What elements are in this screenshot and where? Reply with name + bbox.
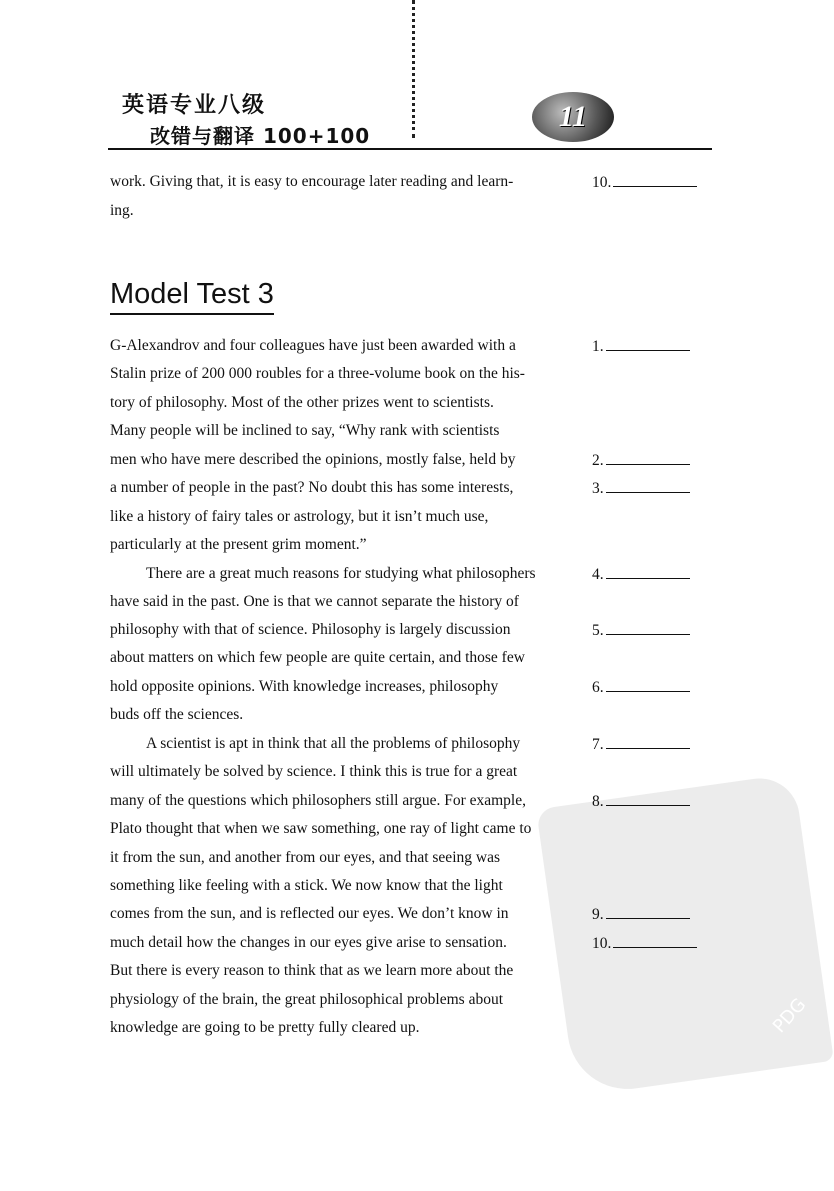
answer-number: 5. <box>592 622 604 639</box>
passage-line: it from the sun, and another from our eyes, and that seeing was <box>110 849 500 866</box>
carryover-line: ing. <box>110 202 134 219</box>
passage-line: particularly at the present grim moment.” <box>110 536 367 553</box>
page-number: 11 <box>558 100 588 133</box>
carryover-answer-slot[interactable] <box>592 172 697 193</box>
passage-line: something like feeling with a stick. We now know that the light <box>110 877 503 894</box>
passage-line: Plato thought that when we saw something, one ray of light came to <box>110 820 532 837</box>
passage-line: tory of philosophy. Most of the other prizes went to scientists. <box>110 394 494 411</box>
answer-blank[interactable] <box>606 450 690 465</box>
answer-number: 4. <box>592 566 604 583</box>
passage-line: much detail how the changes in our eyes give arise to sensation. <box>110 934 507 951</box>
answer-blank[interactable] <box>606 791 690 806</box>
passage-line: will ultimately be solved by science. I think this is true for a great <box>110 763 518 780</box>
passage-line: knowledge are going to be pretty fully cleared up. <box>110 1019 420 1036</box>
answer-number: 8. <box>592 793 604 810</box>
passage-line: a number of people in the past? No doubt this has some interests, <box>110 479 514 496</box>
answer-blank[interactable] <box>606 620 690 635</box>
answer-number: 1. <box>592 338 604 355</box>
answer-number: 10. <box>592 935 612 952</box>
answer-slot-7[interactable] <box>592 734 690 755</box>
dotted-divider <box>412 0 415 138</box>
answer-number: 6. <box>592 679 604 696</box>
section-title: Model Test 3 <box>110 278 274 315</box>
passage-line: comes from the sun, and is reflected our eyes. We don’t know in <box>110 905 509 922</box>
passage-line: many of the questions which philosophers still argue. For example, <box>110 792 526 809</box>
passage-line: There are a great much reasons for studying what philosophers <box>146 565 536 582</box>
passage-line: like a history of fairy tales or astrology, but it isn’t much use, <box>110 508 489 525</box>
passage-line: buds off the sciences. <box>110 706 244 723</box>
answer-slot-5[interactable] <box>592 620 690 641</box>
passage-line: have said in the past. One is that we cannot separate the history of <box>110 593 519 610</box>
answer-slot-4[interactable] <box>592 564 690 585</box>
passage-line: But there is every reason to think that as we learn more about the <box>110 962 514 979</box>
carryover-line: work. Giving that, it is easy to encourage later reading and learn- <box>110 173 514 190</box>
answer-blank[interactable] <box>606 336 690 351</box>
book-title: 英语专业八级 <box>122 93 267 118</box>
book-subtitle: 改错与翻译 100+100 <box>150 124 371 148</box>
answer-blank[interactable] <box>613 933 697 948</box>
answer-slot-1[interactable] <box>592 336 690 357</box>
answer-slot-10[interactable] <box>592 933 697 954</box>
watermark-text: PDG <box>769 994 811 1038</box>
answer-blank[interactable] <box>606 677 690 692</box>
passage-line: hold opposite opinions. With knowledge increases, philosophy <box>110 678 499 695</box>
passage-line: physiology of the brain, the great philosophical problems about <box>110 991 504 1008</box>
answer-slot-3[interactable] <box>592 478 690 499</box>
answer-slot-6[interactable] <box>592 677 690 698</box>
answer-number: 2. <box>592 452 604 469</box>
passage-line: about matters on which few people are quite certain, and those few <box>110 649 525 666</box>
passage-line: A scientist is apt in think that all the problems of philosophy <box>146 735 521 752</box>
answer-number: 9. <box>592 906 604 923</box>
answer-blank[interactable] <box>606 904 690 919</box>
passage-line: G-Alexandrov and four colleagues have just been awarded with a <box>110 337 516 354</box>
page-number-badge <box>532 92 614 142</box>
answer-blank[interactable] <box>606 734 690 749</box>
answer-number: 3. <box>592 480 604 497</box>
answer-blank[interactable] <box>606 564 690 579</box>
passage-line: men who have mere described the opinions, mostly false, held by <box>110 451 516 468</box>
answer-blank[interactable] <box>606 478 690 493</box>
passage-line: Stalin prize of 200 000 roubles for a three-volume book on the his- <box>110 365 525 382</box>
header-rule <box>108 148 712 150</box>
answer-number: 7. <box>592 736 604 753</box>
answer-slot-9[interactable] <box>592 904 690 925</box>
passage-line: philosophy with that of science. Philosophy is largely discussion <box>110 621 511 638</box>
answer-number: 10. <box>592 174 612 191</box>
answer-blank[interactable] <box>613 172 697 187</box>
passage-line: Many people will be inclined to say, “Why rank with scientists <box>110 422 500 439</box>
answer-slot-2[interactable] <box>592 450 690 471</box>
page-header <box>0 0 800 160</box>
answer-slot-8[interactable] <box>592 791 690 812</box>
